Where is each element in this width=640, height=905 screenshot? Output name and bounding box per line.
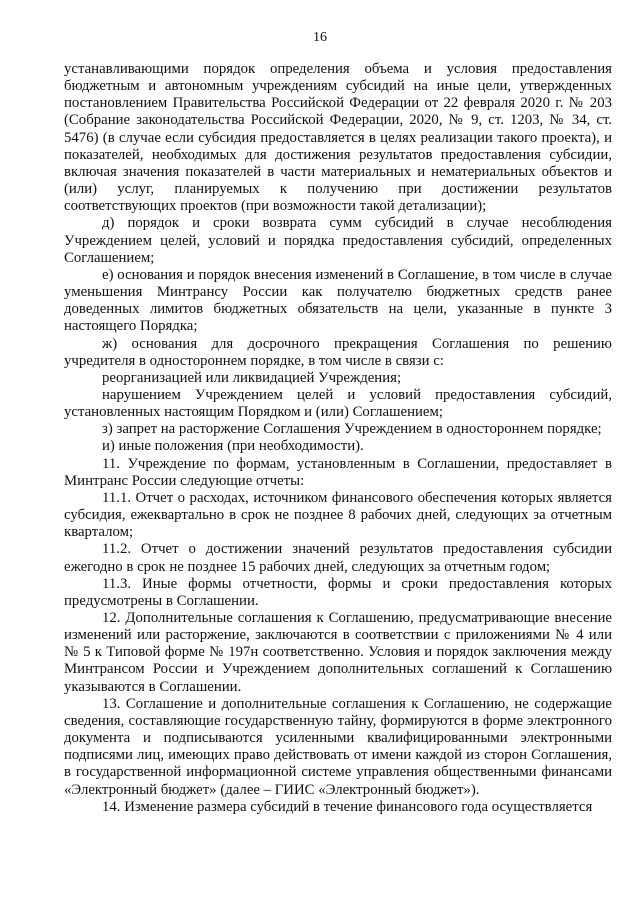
paragraph: 13. Соглашение и дополнительные соглашения к Соглашению, не содержащие сведения, составляющие государственную тайну, формируются в форме электронного документа и подписываются усиленными квалифицированными электронными подписями лиц, имеющих право действовать от имени каждой из сторон Соглашения, в государственной информационной системе управления общественными финансами «Электронный бюджет» (далее – ГИИС «Электронный бюджет»).	[64, 695, 612, 798]
paragraph: 11. Учреждение по формам, установленным в Соглашении, предоставляет в Минтранс России следующие отчеты:	[64, 455, 612, 489]
paragraph: 11.3. Иные формы отчетности, формы и сроки предоставления которых предусмотрены в Соглашении.	[64, 575, 612, 609]
paragraph: нарушением Учреждением целей и условий предоставления субсидий, установленных настоящим Порядком и (или) Соглашением;	[64, 386, 612, 421]
paragraph: реорганизацией или ликвидацией Учреждения;	[102, 369, 402, 386]
paragraph: е) основания и порядок внесения изменений в Соглашение, в том числе в случае уменьшения Минтрансу России как получателю бюджетных средств ранее доведенных лимитов бюджетных обязательств на цели, указанные в пункте 3 настоящего Порядка;	[64, 266, 612, 335]
page-number: 16	[313, 30, 327, 45]
paragraph: ж) основания для досрочного прекращения Соглашения по решению учредителя в одностороннем порядке, в том числе в связи с:	[64, 335, 612, 369]
paragraph: 14. Изменение размера субсидий в течение финансового года осуществляется	[102, 798, 593, 815]
paragraph: 11.2. Отчет о достижении значений результатов предоставления субсидии ежегодно в срок не позднее 15 рабочих дней, следующих за отчетным годом;	[64, 541, 612, 575]
paragraph: и) иные положения (при необходимости).	[102, 438, 364, 455]
body-text	[64, 61, 612, 816]
paragraph: д) порядок и сроки возврата сумм субсидий в случае несоблюдения Учреждением целей, условий и порядка предоставления субсидий, определенных Соглашением;	[64, 215, 612, 266]
paragraph: 12. Дополнительные соглашения к Соглашению, предусматривающие внесение изменений или расторжение, заключаются в соответствии с приложениями № 4 или № 5 к Типовой форме № 197н соответственно. Условия и порядок заключения между Минтрансом России и Учреждением дополнительных соглашений к Соглашению указываются в Соглашении.	[64, 610, 612, 695]
paragraph: 11.1. Отчет о расходах, источником финансового обеспечения которых является субсидия, ежеквартально в срок не позднее 8 рабочих дней, следующих за отчетным кварталом;	[64, 489, 612, 541]
paragraph: устанавливающими порядок определения объема и условия предоставления бюджетным и автономным учреждениям субсидий на иные цели, утвержденных постановлением Правительства Российской Федерации от 22 февраля 2020 г. № 203 (Собрание законодательства Российской Федерации, 2020, № 9, ст. 1203, № 34, ст. 5476) (в случае если субсидия предоставляется в целях реализации такого проекта), и показателей, необходимых для достижения результатов предоставления субсидии, включая значения показателей в части материальных и нематериальных объектов и (или) услуг, планируемых к получению при достижении результатов соответствующих проектов (при возможности такой детализации);	[64, 61, 612, 215]
paragraph: з) запрет на расторжение Соглашения Учреждением в одностороннем порядке;	[102, 421, 602, 438]
